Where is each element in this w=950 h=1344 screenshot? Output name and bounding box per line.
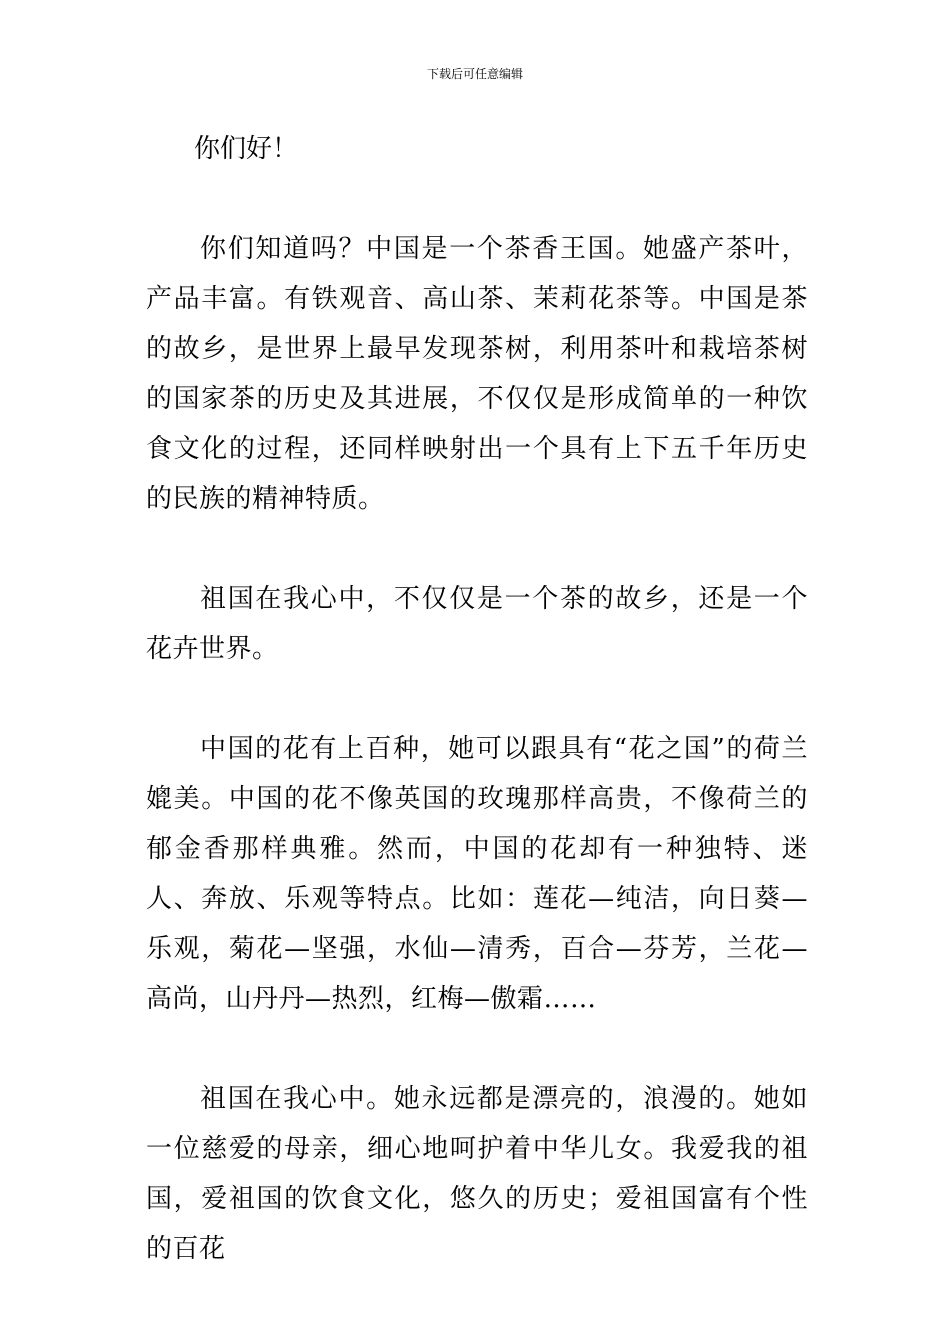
- paragraph-gap: [146, 674, 808, 724]
- paragraph-motherland: 祖国在我心中。她永远都是漂亮的，浪漫的。她如一位慈爱的母亲，细心地呵护着中华儿女。我爱我的祖国，爱祖国的饮食文化，悠久的历史；爱祖国富有个性的百花: [146, 1084, 808, 1264]
- greeting: 你们好！: [194, 134, 299, 164]
- paragraph-tea: 你们知道吗？中国是一个茶香王国。她盛产茶叶，产品丰富。有铁观音、高山茶、茉莉花茶等。中国是茶的故乡，是世界上最早发现茶树，利用茶叶和栽培茶树的国家茶的历史及其进展，不仅仅是形成简单的一种饮食文化的过程，还同样映射出一个具有上下五千年历史的民族的精神特质。: [146, 234, 808, 514]
- paragraph-chinese-flowers: 中国的花有上百种，她可以跟具有“花之国”的荷兰媲美。中国的花不像英国的玫瑰那样高贵，不像荷兰的郁金香那样典雅。然而，中国的花却有一种独特、迷人、奔放、乐观等特点。比如：莲花—纯洁，向日葵—乐观，菊花—坚强，水仙—清秀，百合—芬芳，兰花—高尚，山丹丹—热烈，红梅—傲霜……: [146, 734, 808, 1014]
- paragraph-gap: [146, 1024, 808, 1074]
- paragraph-flower-world: 祖国在我心中，不仅仅是一个茶的故乡，还是一个花卉世界。: [146, 584, 808, 664]
- paragraph-gap: [146, 524, 808, 574]
- document-body: [146, 124, 808, 1274]
- paragraph-gap: [146, 174, 808, 224]
- page-header: 下载后可任意编辑: [426, 67, 523, 81]
